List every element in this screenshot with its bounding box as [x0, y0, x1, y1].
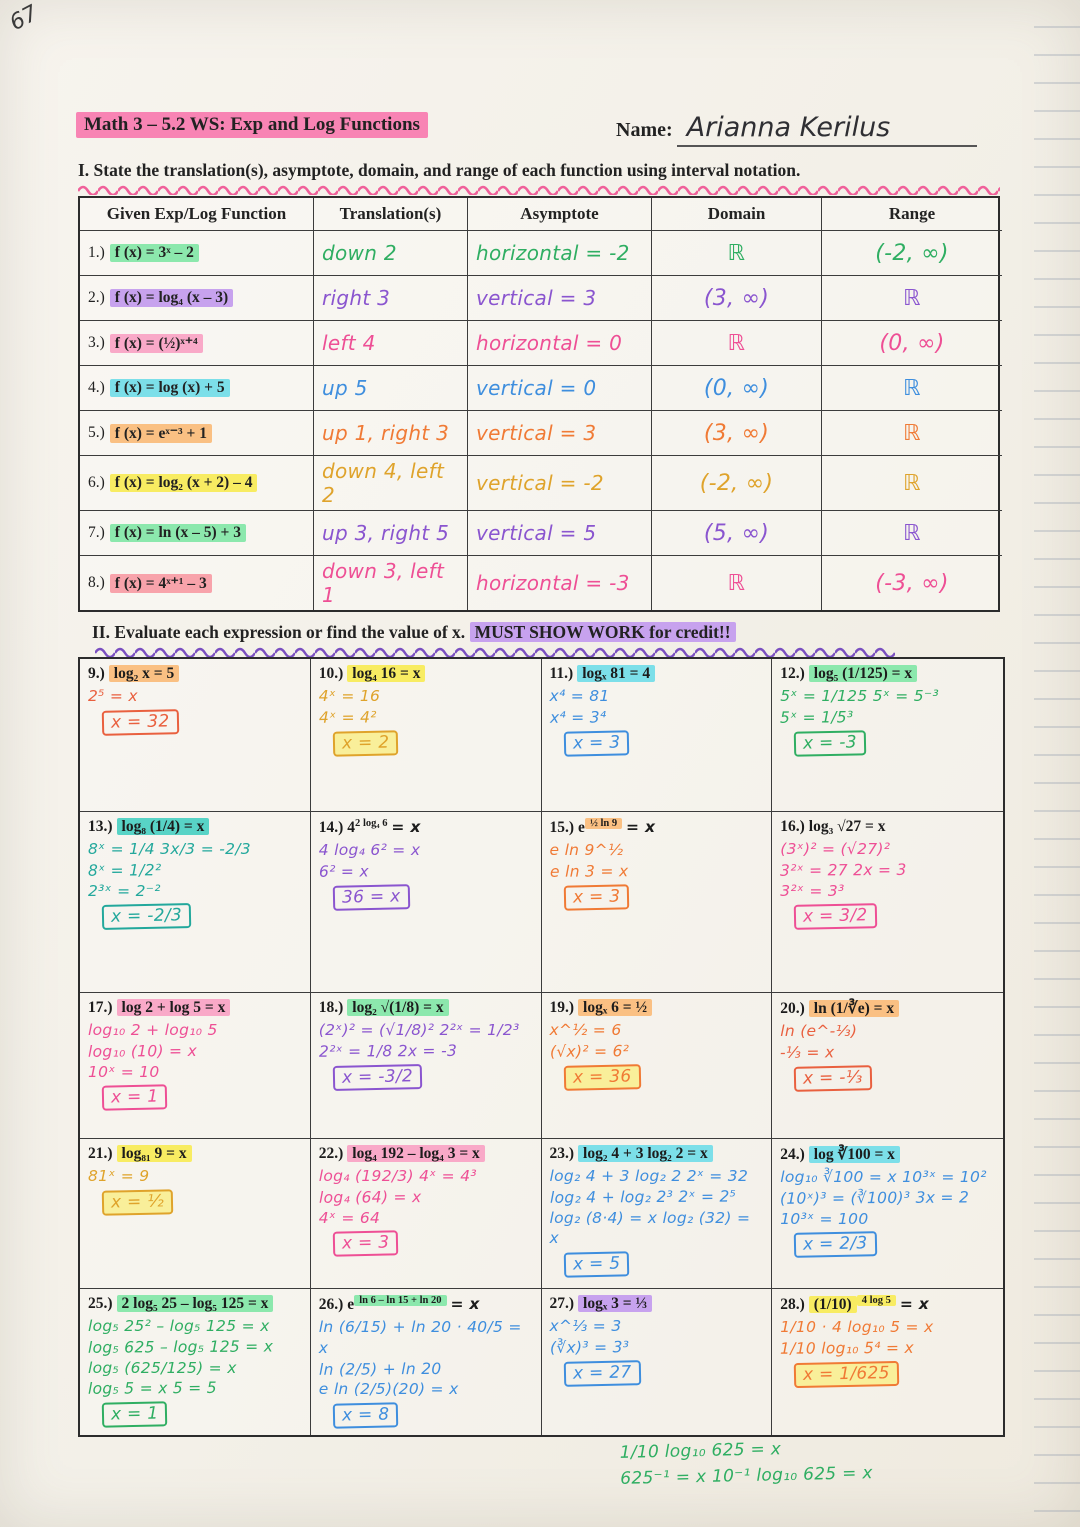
problem-work: log₁₀ 2 + log₁₀ 5 log₁₀ (10) = x 10ˣ = 10	[87, 1021, 218, 1081]
section2-heading-text: II. Evaluate each expression or find the value of x.	[92, 622, 466, 642]
asymptote-answer: vertical = -2	[468, 456, 652, 511]
student-name: Arianna Kerilus	[677, 112, 977, 147]
range-answer: ℝ	[822, 456, 1002, 511]
problem-expression: (1/10) $^{4 log 5}$ = x	[809, 1296, 929, 1313]
problem-expression: e $^{\frac{1}{2} ln 9}$ = x	[578, 818, 656, 837]
answer-box: x = 32	[102, 709, 179, 736]
domain-answer: ℝ	[652, 321, 822, 366]
problem-26	[311, 1289, 542, 1435]
problem-number: 15.)	[549, 819, 575, 837]
problem-work: e ln 9^½ e ln 3 = x	[549, 841, 628, 881]
problem-expression: log₅ (1/125) = x	[809, 665, 917, 682]
problem-expression: log 2 + log 5 = x	[117, 999, 231, 1016]
answer-box: x = 5	[563, 1251, 629, 1277]
function-text: f (x) = log₄ (x – 3)	[110, 289, 233, 307]
function-text: f (x) = 4ˣ⁺¹ – 3	[110, 574, 212, 593]
problem-work: log₅ 25² – log₅ 125 = x log₅ 625 – log₅ 125 = x log₅ (625/125) = x log₅ 5 = x 5 = 5	[87, 1317, 274, 1399]
problem-number: 28.)	[780, 1296, 805, 1314]
translation-answer: up 5	[314, 366, 468, 411]
problem-work: 2⁵ = x	[88, 687, 138, 705]
col-header-range: Range	[822, 198, 1002, 231]
translation-answer: up 1, right 3	[314, 411, 468, 456]
answer-box: x = -3	[794, 730, 866, 756]
problem-expression: logₓ 3 = ⅓	[578, 1295, 652, 1312]
answer-box: x = 3	[563, 884, 629, 910]
problem-number: 12.)	[780, 665, 805, 682]
problem-number: 16.)	[780, 818, 805, 835]
translation-answer: left 4	[314, 321, 468, 366]
problem-work: log₁₀ ∛100 = x 10³ˣ = 10² (10ˣ)³ = (∛100)³ 3x = 2 10³ˣ = 100	[780, 1168, 987, 1228]
problem-expression: 2 log₅ 25 – log₅ 125 = x	[117, 1295, 274, 1312]
translation-answer: down 3, left 1	[314, 556, 468, 610]
problem-expression: ln (1/∛e) = x	[809, 1000, 899, 1017]
section2-grid	[78, 657, 1005, 1437]
range-answer: (0, ∞)	[822, 321, 1002, 366]
problem-work: x^½ = 6 (√x)² = 6²	[549, 1021, 629, 1061]
answer-box: x = ½	[102, 1189, 174, 1215]
answer-box: x = 3/2	[794, 903, 877, 930]
given-function-cell	[80, 511, 314, 556]
worksheet-title: Math 3 – 5.2 WS: Exp and Log Functions	[76, 112, 428, 138]
problem-number: 6.)	[88, 474, 105, 491]
problem-9	[80, 659, 311, 812]
problem-number: 3.)	[88, 334, 105, 351]
problem-work: (3ˣ)² = (√27)² 3²ˣ = 27 2x = 3 3²ˣ = 3³	[780, 840, 907, 900]
answer-box: x = 1/625	[794, 1361, 899, 1388]
answer-box: x = 1	[102, 1085, 168, 1111]
problem-expression: log₃ √27 = x	[808, 818, 886, 835]
problem-number: 11.)	[549, 665, 574, 682]
problem-expression: log₂ 4 + 3 log₂ 2 = x	[578, 1145, 713, 1162]
problem-expression: log₈₁ 9 = x	[117, 1145, 192, 1162]
problem-12	[772, 659, 1003, 812]
given-function-cell	[80, 276, 314, 321]
problem-number: 2.)	[88, 289, 105, 306]
answer-box: x = 3	[332, 1231, 398, 1257]
wavy-underline-pink	[78, 183, 1000, 195]
given-function-cell	[80, 456, 314, 511]
asymptote-answer: vertical = 5	[468, 511, 652, 556]
domain-answer: (5, ∞)	[652, 511, 822, 556]
extra-work-notes: 1/10 log₁₀ 625 = x 625⁻¹ = x 10⁻¹ log₁₀ 625 = x	[619, 1439, 873, 1489]
problem-number: 17.)	[88, 999, 113, 1016]
asymptote-answer: horizontal = 0	[468, 321, 652, 366]
given-function-cell	[80, 321, 314, 366]
section2-heading-highlight: MUST SHOW WORK for credit!!	[470, 622, 736, 642]
problem-work: 4ˣ = 16 4ˣ = 4²	[318, 687, 381, 727]
problem-number: 19.)	[549, 999, 575, 1016]
function-text: f (x) = 3ˣ – 2	[110, 244, 199, 262]
problem-15	[542, 812, 773, 993]
problem-number: 20.)	[780, 1000, 805, 1017]
section2-heading	[92, 622, 736, 643]
given-function-cell	[80, 411, 314, 456]
range-answer: (-2, ∞)	[822, 231, 1002, 276]
problem-expression: e $^{ln 6 - ln 15 + ln 20}$ = x	[347, 1295, 480, 1314]
problem-number: 8.)	[88, 574, 105, 591]
answer-box: x = -2/3	[102, 903, 192, 930]
name-area	[616, 112, 996, 147]
problem-25	[80, 1289, 311, 1435]
answer-box: x = 36	[563, 1064, 640, 1091]
translation-answer: down 4, left 2	[314, 456, 468, 511]
problem-work: x⁴ = 81 x⁴ = 3⁴	[549, 687, 610, 727]
problem-work: 81ˣ = 9	[88, 1167, 150, 1185]
asymptote-answer: vertical = 0	[468, 366, 652, 411]
problem-number: 24.)	[780, 1146, 805, 1163]
problem-number: 26.)	[318, 1296, 344, 1314]
col-header-asymptote: Asymptote	[468, 198, 652, 231]
translation-answer: right 3	[314, 276, 468, 321]
problem-17	[80, 993, 311, 1139]
problem-13	[80, 812, 311, 993]
problem-number: 14.)	[318, 819, 344, 837]
domain-answer: ℝ	[652, 231, 822, 276]
domain-answer: (0, ∞)	[652, 366, 822, 411]
problem-expression: logₓ 81 = 4	[577, 665, 655, 682]
problem-number: 4.)	[88, 379, 105, 396]
answer-box: x = 3	[563, 730, 629, 756]
translation-answer: down 2	[314, 231, 468, 276]
problem-number: 21.)	[88, 1145, 113, 1162]
function-text: f (x) = log (x) + 5	[110, 379, 230, 397]
problem-number: 5.)	[88, 424, 105, 441]
problem-20	[772, 993, 1003, 1139]
range-answer: ℝ	[822, 276, 1002, 321]
problem-expression: log₄ 16 = x	[347, 665, 425, 682]
problem-22	[311, 1139, 542, 1289]
problem-number: 13.)	[88, 818, 113, 835]
col-header-translation: Translation(s)	[314, 198, 468, 231]
problem-number: 22.)	[318, 1145, 344, 1162]
domain-answer: (-2, ∞)	[652, 456, 822, 511]
problem-number: 18.)	[318, 999, 344, 1016]
asymptote-answer: horizontal = -3	[468, 556, 652, 610]
answer-box: x = -3/2	[332, 1064, 422, 1091]
problem-number: 23.)	[549, 1145, 575, 1162]
problem-18	[311, 993, 542, 1139]
problem-27	[542, 1289, 773, 1435]
range-answer: ℝ	[822, 511, 1002, 556]
problem-work: ln (6/15) + ln 20 · 40/5 = x ln (2/5) + ln 20 e ln (2/5)(20) = x	[318, 1318, 522, 1399]
problem-28	[772, 1289, 1003, 1435]
function-text: f (x) = log₂ (x + 2) – 4	[110, 474, 258, 492]
problem-number: 7.)	[88, 524, 105, 541]
problem-expression: $4^{2 log_4 6} = x$	[347, 818, 421, 837]
answer-box: x = 2/3	[794, 1231, 877, 1258]
domain-answer: (3, ∞)	[652, 411, 822, 456]
problem-number: 10.)	[318, 665, 344, 682]
asymptote-answer: vertical = 3	[468, 276, 652, 321]
problem-number: 1.)	[88, 244, 105, 261]
wavy-underline-purple	[95, 645, 895, 657]
problem-number: 25.)	[88, 1295, 113, 1312]
name-label: Name:	[616, 119, 673, 141]
domain-answer: (3, ∞)	[652, 276, 822, 321]
answer-box: x = 8	[332, 1403, 398, 1429]
problem-work: (2ˣ)² = (√1/8)² 2²ˣ = 1/2³ 2²ˣ = 1/8 2x = -3	[318, 1021, 520, 1061]
answer-box: x = -⅓	[794, 1065, 872, 1092]
range-answer: ℝ	[822, 411, 1002, 456]
answer-box: 36 = x	[332, 884, 409, 911]
problem-work: 5ˣ = 1/125 5ˣ = 5⁻³ 5ˣ = 1/5³	[780, 687, 939, 727]
col-header-function: Given Exp/Log Function	[80, 198, 314, 231]
function-text: f (x) = (½)ˣ⁺⁴	[110, 334, 203, 353]
col-header-domain: Domain	[652, 198, 822, 231]
problem-work: x^⅓ = 3 (∛x)³ = 3³	[549, 1317, 629, 1357]
function-text: f (x) = ln (x – 5) + 3	[110, 524, 246, 542]
answer-box: x = 2	[332, 730, 398, 756]
problem-expression: log₂ √(1/8) = x	[347, 999, 448, 1016]
answer-box: x = 27	[563, 1360, 640, 1387]
function-text: f (x) = eˣ⁻³ + 1	[110, 424, 212, 443]
problem-number: 9.)	[88, 665, 105, 682]
problem-expression: log ∛100 = x	[809, 1146, 900, 1163]
section1-table	[78, 196, 1000, 612]
problem-16	[772, 812, 1003, 993]
asymptote-answer: horizontal = -2	[468, 231, 652, 276]
problem-work: 4 log₄ 6² = x 6² = x	[318, 841, 421, 881]
problem-24	[772, 1139, 1003, 1289]
range-answer: ℝ	[822, 366, 1002, 411]
problem-expression: log₄ 192 – log₄ 3 = x	[347, 1145, 485, 1162]
problem-19	[542, 993, 773, 1139]
problem-21	[80, 1139, 311, 1289]
problem-number: 27.)	[549, 1295, 575, 1312]
given-function-cell	[80, 231, 314, 276]
problem-work: 8ˣ = 1/4 3x/3 = -2/3 8ˣ = 1/2² 2³ˣ = 2⁻²	[87, 840, 251, 900]
given-function-cell	[80, 366, 314, 411]
domain-answer: ℝ	[652, 556, 822, 610]
notebook-ruled-lines	[1034, 0, 1080, 1527]
problem-expression: logₓ 6 = ½	[578, 999, 652, 1016]
given-function-cell	[80, 556, 314, 610]
translation-answer: up 3, right 5	[314, 511, 468, 556]
problem-expression: log₈ (1/4) = x	[117, 818, 210, 835]
problem-14	[311, 812, 542, 993]
answer-box: x = 1	[102, 1401, 168, 1427]
problem-11	[542, 659, 773, 812]
problem-work: log₄ (192/3) 4ˣ = 4³ log₄ (64) = x 4ˣ = 64	[318, 1167, 477, 1227]
problem-expression: log₂ x = 5	[109, 665, 179, 682]
asymptote-answer: vertical = 3	[468, 411, 652, 456]
problem-work: ln (e^-⅓) -⅓ = x	[780, 1022, 858, 1062]
problem-23	[542, 1139, 773, 1289]
range-answer: (-3, ∞)	[875, 570, 949, 596]
problem-work: log₂ 4 + 3 log₂ 2 2ˣ = 32 log₂ 4 + log₂ 2³ 2ˣ = 2⁵ log₂ (8·4) = x log₂ (32) = x	[549, 1167, 751, 1248]
section1-heading: I. State the translation(s), asymptote, domain, and range of each function using interval notation.	[78, 160, 801, 180]
page-corner-number: 67	[5, 0, 43, 37]
problem-10	[311, 659, 542, 812]
problem-work: 1/10 · 4 log₁₀ 5 = x 1/10 log₁₀ 5⁴ = x	[780, 1318, 934, 1358]
